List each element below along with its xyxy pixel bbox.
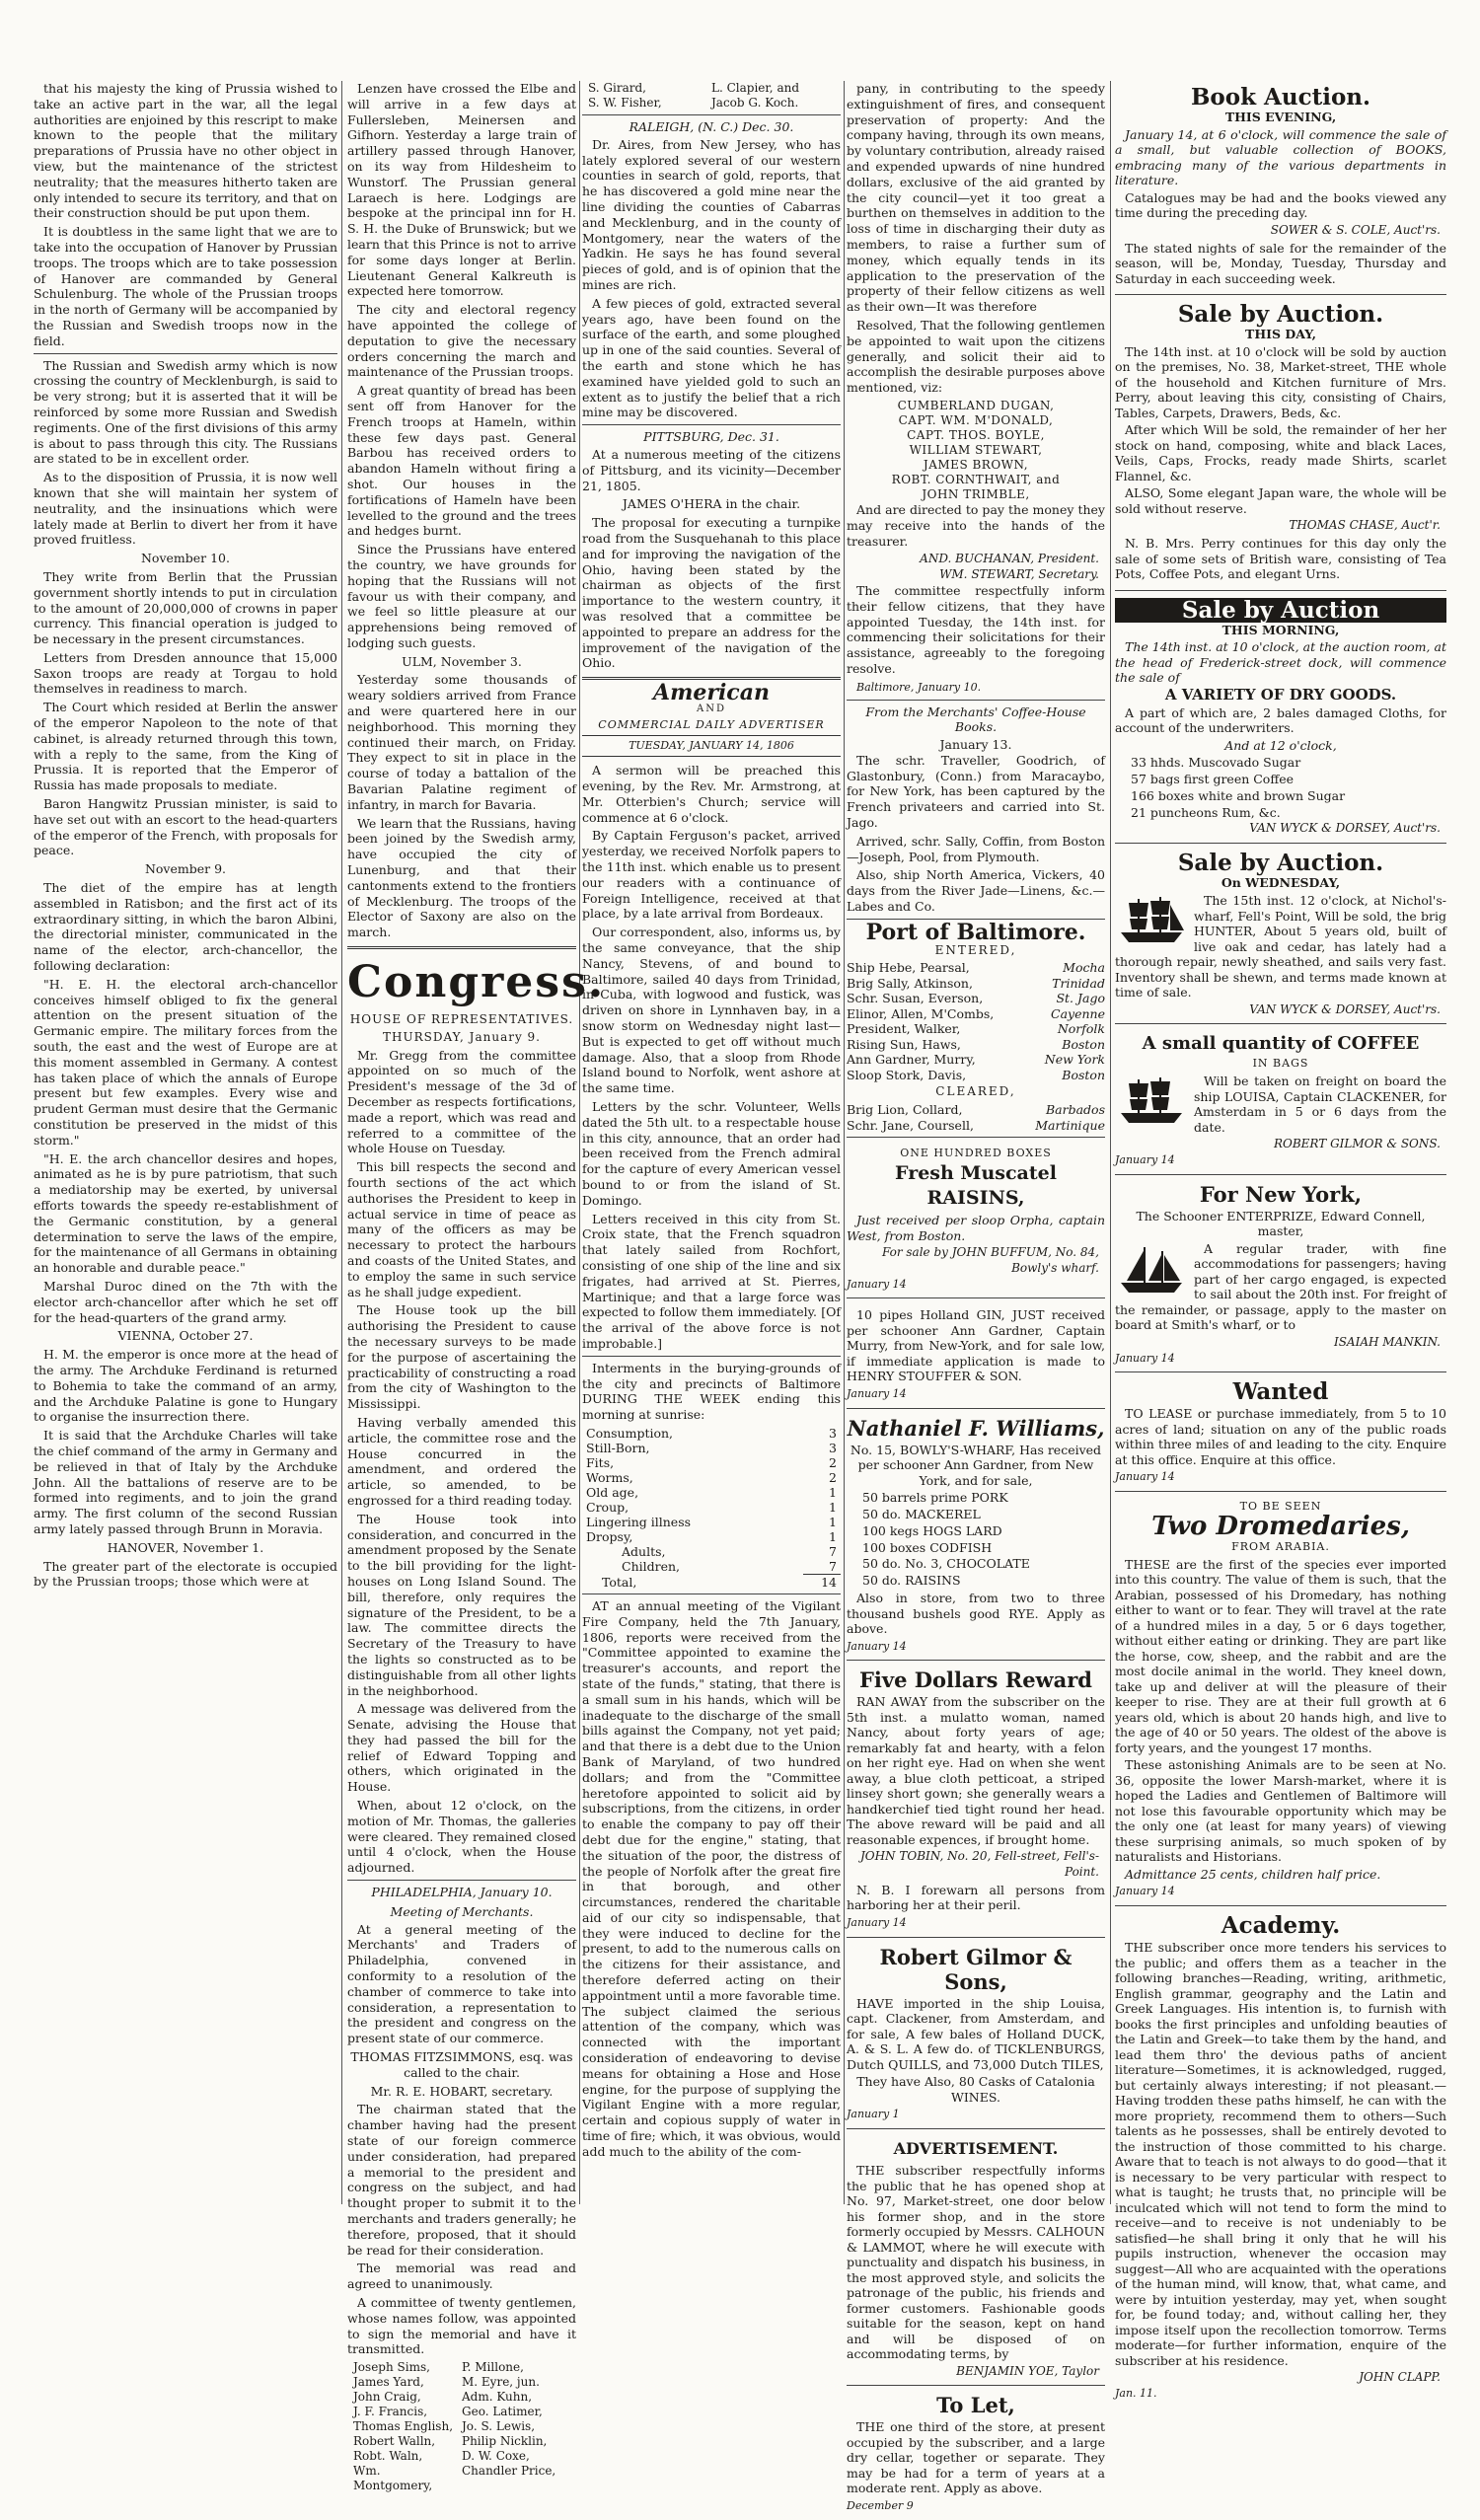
- paragraph: And are directed to pay the money they may receive into the hands of the treasurer.: [847, 501, 1105, 549]
- ad-body: A part of which are, 2 bales damaged Cloths, for account of the underwriters.: [1115, 704, 1446, 736]
- ad-subtitle: THIS MORNING,: [1221, 622, 1340, 637]
- column-advertisements: [1115, 81, 1446, 2400]
- table-cell: 1: [829, 1514, 837, 1529]
- paragraph: The Russian and Swedish army which is now crossing the country of Mecklenburgh, is said to be very strong; but it is asserted that it will be reinforced by some more Russian and Swedish regiments. One of the first divisions of this army is about to pass through this city. The Russians are stated to be in excellent order.: [34, 357, 337, 467]
- table-row: [847, 1006, 1105, 1022]
- paragraph: Letters from Dresden announce that 15,000 Saxon troops are ready at Torgau to hold themselves in readiness to march.: [34, 649, 337, 697]
- ad-subtitle: IN BAGS: [1252, 1057, 1309, 1071]
- ad-body: RAN AWAY from the subscriber on the 5th inst. a mulatto woman, named Nancy, about forty years of age; remarkably fat and hearty, with a felon on her right eye. Had on when she went away, a blue cloth petticoat, a striped linsey short gown; she generally wears a handkerchief tied tight round her head. The above reward will be paid and all reasonable expences, if brought home.: [847, 1694, 1105, 1847]
- ad-note: N. B. Mrs. Perry continues for this day only the sale of some sets of British ware, consisting of Tea Pots, Coffee Pots, and elegant Urns.: [1115, 536, 1446, 582]
- ad-body: THE subscriber respectfully informs the public that he has opened shop at No. 97, Market-street, one door below his former shop, and in the store formerly occupied by Messrs. CALHOUN & LAMMOT, where he will execute with punctuality and dispatch his business, in the most approved style, and solicits the patronage of the public, his friends and former customers. Fashionable goods suitable for the season, kept on hand and will be disposed of on accommodating terms, by: [847, 2163, 1105, 2361]
- paragraph: This bill respects the second and fourth sections of the act which authorises the President to keep in actual service in time of peace as many of the officers as may be necessary to protect the harbours and coasts of the United States, and to employ the same in such service as he shall judge expedient.: [347, 1159, 576, 1299]
- ad-body: TO LEASE or purchase immediately, from 5 to 10 acres of land; situation on any of the public roads within three miles of and leading to the city. Enquire at this office. Enquire at this office.: [1115, 1406, 1446, 1467]
- list-item: 50 do. No. 3, CHOCOLATE: [862, 1556, 1030, 1572]
- paragraph: When, about 12 o'clock, on the motion of Mr. Thomas, the galleries were cleared. They remained closed until 4 o'clock, when the House adjourned.: [347, 1798, 576, 1876]
- paragraph: Interments in the burying-grounds of the city and precincts of Baltimore DURING THE WEEK ending this morning at sunrise:: [582, 1360, 841, 1423]
- column-divider: [844, 81, 845, 2204]
- ad-date: Jan. 11.: [1115, 2386, 1157, 2400]
- dateline: RALEIGH, (N. C.) Dec. 30.: [629, 119, 794, 134]
- table-cell: Worms,: [586, 1469, 633, 1485]
- list-item: 166 boxes white and brown Sugar: [1131, 787, 1346, 803]
- table-row: [582, 1559, 841, 1575]
- to-let-ad: [847, 2389, 1105, 2519]
- signature: SOWER & S. COLE, Auct'rs.: [1270, 222, 1441, 237]
- house-date: THURSDAY, January 9.: [383, 1029, 541, 1044]
- paragraph: Letters by the schr. Volunteer, Wells dated the 5th ult. to a respectable house in this city, announce, that an order had been received from the French admiral for the capture of every American vessel bound to or from the island of St. Domingo.: [582, 1099, 841, 1208]
- ad-subtitle: Just received per sloop Orpha, captain West, from Boston.: [847, 1213, 1105, 1243]
- paragraph: The greater part of the electorate is occupied by the Prussian troops; those which were at: [34, 1558, 337, 1590]
- table-cell: 7: [829, 1543, 837, 1559]
- list-item: ROBT. CORNTHWAIT, and: [891, 472, 1061, 486]
- yoe-ad: [847, 2132, 1105, 2386]
- ad-title: Book Auction.: [1190, 84, 1371, 111]
- dateline: PHILADELPHIA, January 10.: [371, 1885, 553, 1900]
- list-item: CUMBERLAND DUGAN,: [897, 398, 1055, 412]
- table-cell: President, Walker,: [847, 1021, 961, 1037]
- table-cell: Barbados: [1045, 1102, 1105, 1118]
- ad-subtitle: THIS DAY,: [1245, 327, 1316, 342]
- table-row: [582, 1441, 841, 1455]
- list-item: Chandler Price,: [462, 2464, 556, 2479]
- table-cell: Ann Gardner, Murry,: [847, 1052, 976, 1068]
- list-item: P. Millone,: [462, 2360, 524, 2375]
- ad-note: They have Also, 80 Casks of Catalonia WINES.: [856, 2074, 1095, 2105]
- divider: [582, 114, 841, 115]
- list-item: J. F. Francis,: [353, 2405, 428, 2419]
- list-item: S. W. Fisher,: [588, 96, 662, 110]
- paragraph: The proposal for executing a turnpike road from the Susquehanah to this place and for improving the navigation of the Ohio, having been stated by the chairman as objects of the first importance to the western country, it was resolved that a committee be appointed to prepare an address for the improvement of the navigation of the Ohio.: [582, 515, 841, 671]
- ad-subtitle: The Schooner ENTERPRIZE, Edward Connell, master,: [1136, 1208, 1426, 1239]
- ad-date: January 1: [847, 2108, 900, 2121]
- divider: [847, 1137, 1105, 1138]
- signature: BENJAMIN YOE, Taylor: [956, 2363, 1099, 2378]
- cleared-heading: CLEARED,: [935, 1084, 1016, 1099]
- gin-ad: [847, 1301, 1105, 1408]
- paragraph: The schr. Traveller, Goodrich, of Glastonbury, (Conn.) from Maracaybo, for New York, has been captured by the French privateers and carried into St. Jago.: [847, 752, 1105, 831]
- list-item: Philip Nicklin,: [462, 2434, 548, 2449]
- paragraph: Since the Prussians have entered the country, we have grounds for hoping that the Russians will not favour us with their company, and we feel so little pleasure at our apprehensions being removed of lodging such guests.: [347, 542, 576, 650]
- paragraph: Marshal Duroc dined on the 7th with the elector arch-chancellor after which he set off for the head-quarters of the grand army.: [34, 1278, 337, 1325]
- masthead: [582, 680, 841, 757]
- table-row: [847, 991, 1105, 1006]
- ad-kicker: ONE HUNDRED BOXES: [900, 1147, 1052, 1160]
- academy-ad: [1115, 1909, 1446, 2408]
- masthead-title: American: [653, 680, 770, 706]
- ad-body: 10 pipes Holland GIN, JUST received per schooner Ann Gardner, Captain Murry, from New-York, and for sale low, if immediate application is made to HENRY STOUFFER & SON.: [847, 1307, 1105, 1384]
- paragraph: "H. E. the arch chancellor desires and hopes, animated as he is by pure patriotism, that such a mediatorship may be exerted, by universal efforts towards the speedy re-establishment of the Germanic constitution, by a general determination to serve the laws of the empire, for the maintenance of all Germans in obtaining an honorable and durable peace.": [34, 1150, 337, 1276]
- gilmor-ad: [847, 1941, 1105, 2129]
- dateline: January 13.: [939, 737, 1012, 753]
- list-item: Robert Walln,: [353, 2434, 436, 2449]
- brig-auction-ad: [1115, 847, 1446, 1024]
- table-cell: Old age,: [586, 1484, 639, 1500]
- list-item: Robt. Waln,: [353, 2449, 423, 2464]
- ad-title: To Let,: [936, 2393, 1015, 2418]
- ad-subtitle: FROM ARABIA.: [1231, 1539, 1330, 1553]
- ad-headline: A VARIETY OF DRY GOODS.: [1164, 685, 1397, 704]
- paragraph: Baron Hangwitz Prussian minister, is said to have set out with an escort to the head-quarters of the emperor of the French, with proposals for peace.: [34, 796, 337, 858]
- ad-body: The 14th inst. at 10 o'clock will be sold by auction on the premises, No. 38, Market-street, THE whole of the household and Kitchen furniture of Mrs. Perry, about leaving this city, consisting of Chairs, Tables, Carpets, Drawers, Beds, &c.: [1115, 343, 1446, 420]
- ad-body: Will be taken on freight on board the ship LOUISA, Captain CLACKENER, for Amsterdam in 5 or 6 days from the date.: [1194, 1074, 1446, 1135]
- table-row: [582, 1544, 841, 1559]
- ad-title: Robert Gilmor & Sons,: [879, 1944, 1073, 1994]
- ad-body: After which Will be sold, the remainder of her her stock on hand, composing, white and black Laces, Veils, Caps, Frocks, ready made Shirts, scarlet Flannel, &c.: [1115, 422, 1446, 483]
- sale-auction-ad: [1115, 298, 1446, 591]
- table-row: [847, 1021, 1105, 1037]
- column-divider: [341, 81, 342, 2204]
- table-row: [847, 1037, 1105, 1053]
- table-cell: 1: [829, 1484, 837, 1500]
- reward-ad: [847, 1664, 1105, 1937]
- list-item: JAMES BROWN,: [923, 457, 1029, 472]
- table-cell: Boston: [1062, 1036, 1105, 1052]
- table-cell: Sloop Stork, Davis,: [847, 1067, 967, 1082]
- ad-date: January 14: [847, 1386, 907, 1400]
- williams-ad: [847, 1412, 1105, 1662]
- list-item: S. Girard,: [588, 81, 646, 95]
- table-row: [847, 960, 1105, 976]
- table-cell: Norfolk: [1057, 1021, 1105, 1037]
- column-divider: [579, 81, 580, 2204]
- paragraph: The committee respectfully inform their fellow citizens, that they have appointed Tuesday, the 14th inst. for commencing their solicitations for their assistance, agreeably to the foregoing resolve.: [847, 582, 1105, 676]
- ad-note: N. B. I forewarn all persons from harboring her at their peril.: [847, 1882, 1105, 1913]
- divider: [847, 700, 1105, 701]
- paragraph: Having verbally amended this article, the committee rose and the House concurred in the amendment, and ordered the article, so amended, to be engrossed for a third reading today.: [347, 1414, 576, 1508]
- list-item: Adm. Kuhn,: [462, 2390, 533, 2405]
- table-cell: Fits,: [586, 1454, 615, 1470]
- table-cell: Martinique: [1035, 1117, 1105, 1133]
- divider: [347, 946, 576, 949]
- ship-icon: [1115, 893, 1188, 946]
- table-row: [847, 1052, 1105, 1068]
- wanted-ad: [1115, 1375, 1446, 1492]
- dateline: November 9.: [144, 861, 227, 877]
- signature: WM. STEWART, Secretary.: [939, 567, 1099, 582]
- table-cell: Cayenne: [1051, 1005, 1105, 1021]
- column-domestic-news: [582, 81, 841, 2204]
- table-cell: Ship Hebe, Pearsal,: [847, 960, 970, 976]
- list-item: Jo. S. Lewis,: [462, 2419, 536, 2434]
- paragraph: "H. E. H. the electoral arch-chancellor conceives himself obliged to fix the general attention on the present situation of the Germanic empire. The military forces from the south, the east and the west of Europe are at this moment assembled in Germany. A contest has taken place of which the annals of Europe present but few examples. Every wise and prudent German must desire that the Germanic constitution be preserved in the midst of this storm.": [34, 976, 337, 1148]
- paragraph: A committee of twenty gentlemen, whose names follow, was appointed to sign the memorial and have it transmitted.: [347, 2294, 576, 2357]
- table-cell: St. Jago: [1056, 991, 1105, 1006]
- subheading: From the Merchants' Coffee-House Books.: [865, 704, 1086, 735]
- ad-body: THESE are the first of the species ever imported into this country. The value of them is such, that the Arabian, possessed of his Dromedary, has nothing either to want or to fear. They will travel at the rate of a hundred miles in a day, 5 or 6 days together, without either eating or drinking. They are part like the horse, cow, sheep, and the rabbit and are the most docile animal in the world. They kneel down, take up and deliver at will the pleasure of their keeper to rise. They are at their full growth at 6 years old, which is about 20 hands high, and live to the age of 40 or 50 years. The oldest of the above is forty years, and the youngest 17 months.: [1115, 1556, 1446, 1755]
- table-row: [847, 1068, 1105, 1083]
- signature: JOHN TOBIN, No. 20, Fell-street, Fell's-Point.: [859, 1849, 1099, 1880]
- ad-title: Five Dollars Reward: [859, 1668, 1092, 1693]
- paragraph: It is doubtless in the same light that we are to take into the occupation of Hanover by Prussian troops. The troops which are to take possession of Hanover are commanded by General Schulenburg. The whole of the Prussian troops in the north of Germany will be accompanied by the Russian and Swedish troops now in the field.: [34, 224, 337, 348]
- signature: THOMAS CHASE, Auct'r.: [1289, 518, 1441, 533]
- signature: AND. BUCHANAN, President.: [920, 552, 1099, 566]
- paragraph: Arrived, schr. Sally, Coffin, from Boston—Joseph, Pool, from Plymouth.: [847, 833, 1105, 864]
- house-heading: HOUSE OF REPRESENTATIVES.: [349, 1012, 574, 1027]
- table-cell: Schr. Jane, Coursell,: [847, 1117, 974, 1133]
- list-item: WILLIAM STEWART,: [909, 442, 1043, 457]
- column-commerce: [847, 81, 1106, 2512]
- ad-body: And at 12 o'clock,: [1224, 737, 1337, 753]
- paragraph: Yesterday some thousands of weary soldiers arrived from France and were quartered here in our neighborhood. This morning they continued their march, on Friday. They expect to sit in place in the course of today a battalion of the Bavarian Palatine regiment of infantry, in march for Bavaria.: [347, 672, 576, 812]
- list-item: Jacob G. Koch.: [711, 96, 799, 110]
- ad-title: A small quantity of COFFEE: [1142, 1033, 1420, 1055]
- date-line: Baltimore, January 10.: [856, 680, 982, 694]
- signer-list: [582, 81, 841, 111]
- list-item: 100 kegs HOGS LARD: [862, 1522, 1002, 1538]
- paragraph: AT an annual meeting of the Vigilant Fire Company, held the 7th January, 1806, reports were received from the "Committee appointed to examine the treasurer's accounts, and report the state of the funds," stating, that there is a small sum in his hands, which will be inadequate to the discharge of the small bills against the Company, not yet paid; and that there is a debt due to the Union Bank of Maryland, of two hundred dollars; and from the "Committee heretofore appointed to solicit aid by subscriptions, from the citizens, in order to enable the company to pay off their debt due for the engine," stating, that the situation of the poor, the distress of the people of Norfolk after the great fire in that borough, and other circumstances, rendered the charitable aid of our city so indispensable, that they were induced to decline for the present, to add to the numerous calls on the citizens for their assistance, and therefore deferred acting on their appointment until a more favorable time. The subject claimed the serious attention of the company, which was connected with the important consideration of endeavoring to devise means for obtaining a Hose and Hose engine, for the purpose of supplying the Vigilant Engine with a more regular, certain and copious supply of water in time of fire; which, it was obvious, would add much to the ability of the com-: [582, 1597, 841, 2159]
- dry-goods-auction-ad: [1115, 594, 1446, 845]
- list-item: 33 hhds. Muscovado Sugar: [1131, 755, 1301, 771]
- ad-body: A regular trader, with fine accommodations for passengers; having part of her cargo engaged, is expected to sail about the 20th inst. For freight of the remainder, or passage, apply to the master on board at Smith's wharf, or to: [1115, 1240, 1446, 1333]
- list-item: Joseph Sims,: [353, 2360, 430, 2375]
- table-cell: 3: [829, 1440, 837, 1455]
- paragraph: The chairman stated that the chamber having had the present state of our foreign commerce under consideration, had prepared a memorial to the president and congress on the subject, and had thought proper to submit it to the merchants and traders generally; he therefore, proposed, that it should be read for their consideration.: [347, 2102, 576, 2258]
- signature: ROBERT GILMOR & SONS.: [1273, 1137, 1441, 1151]
- list-item: D. W. Coxe,: [462, 2449, 530, 2464]
- table-cell: Brig Sally, Atkinson,: [847, 975, 973, 991]
- table-cell: Mocha: [1063, 960, 1105, 976]
- table-cell: Brig Lion, Collard,: [847, 1102, 963, 1118]
- ad-title: Fresh Muscatel RAISINS,: [895, 1162, 1057, 1210]
- paragraph: At a numerous meeting of the citizens of Pittsburg, and its vicinity—December 21, 1805.: [582, 446, 841, 493]
- paragraph: The House took into consideration, and concurred in the amendment proposed by the Senate to the bill providing for the light-houses on Long Island Sound. The bill, therefore, only requires the signature of the President, to be a law. The committee directs the Secretary of the Treasury to have the lights so constructed as to be distinguishable from all other lights in the neighborhood.: [347, 1511, 576, 1698]
- table-cell: 7: [829, 1558, 837, 1574]
- table-row: [847, 1102, 1105, 1118]
- paragraph: Letters received in this city from St. Croix state, that the French squadron that lately sailed from Rochfort, consisting of one ship of the line and six frigates, had arrived at St. Pierres, Martinique; and that a large force was expected to follow them immediately. [Of the arrival of the above force is not improbable.]: [582, 1211, 841, 1351]
- ad-subtitle: THIS EVENING,: [1224, 110, 1337, 124]
- list-item: Wm. Montgomery,: [353, 2464, 433, 2493]
- entered-heading: ENTERED,: [934, 942, 1017, 957]
- signature: JOHN CLAPP.: [1359, 2370, 1441, 2385]
- list-item: 50 do. MACKEREL: [862, 1507, 981, 1522]
- table-cell: Lingering illness: [586, 1514, 692, 1529]
- ad-body: ALSO, Some elegant Japan ware, the whole will be sold without reserve.: [1115, 485, 1446, 516]
- list-item: 21 puncheons Rum, &c.: [1131, 804, 1281, 820]
- ad-kicker: TO BE SEEN: [1239, 1500, 1322, 1514]
- ad-body: The 14th inst. at 10 o'clock, at the auction room, at the head of Frederick-street dock, will commence the sale of: [1115, 639, 1446, 686]
- ad-date: January 14: [1115, 1152, 1175, 1166]
- masthead-and: AND: [697, 703, 726, 714]
- signature: VAN WYCK & DORSEY, Auct'rs.: [1249, 1001, 1441, 1016]
- dateline: VIENNA, October 27.: [117, 1328, 254, 1344]
- paragraph: JAMES O'HERA in the chair.: [622, 496, 801, 512]
- paragraph: that his majesty the king of Prussia wished to take an active part in the war, all the legal authorities are enjoined by this rescript to make known to the people that the military preparations of Prussia have no other object in view, but the maintenance of the strictest neutrality; that the measures hitherto taken are only intended to secure its territory, and that on their construction should be put upon them.: [34, 81, 337, 221]
- new-york-ad: [1115, 1178, 1446, 1373]
- ad-title: For New York,: [1199, 1181, 1363, 1207]
- paragraph: As to the disposition of Prussia, it is now well known that she will maintain her system of neutrality, and the insinuations which were lately made at Berlin to divert her from it have proved fruitless.: [34, 470, 337, 548]
- ad-note: Admittance 25 cents, children half price.: [1125, 1866, 1381, 1882]
- paragraph: A sermon will be preached this evening, by the Rev. Mr. Armstrong, at Mr. Otterbien's Church; service will commence at 6 o'clock.: [582, 763, 841, 825]
- list-item: Thomas English,: [353, 2419, 454, 2434]
- table-cell: 1: [829, 1528, 837, 1544]
- list-item: 50 barrels prime PORK: [862, 1490, 1008, 1506]
- table-cell: Schr. Susan, Everson,: [847, 991, 984, 1006]
- name-list: [847, 399, 1105, 502]
- table-cell: 1: [829, 1499, 837, 1515]
- table-row: [582, 1500, 841, 1515]
- entered-table: [847, 960, 1105, 1082]
- list-item: John Craig,: [353, 2390, 421, 2405]
- paragraph: By Captain Ferguson's packet, arrived yesterday, we received Norfolk papers to the 11th inst. which enable us to present our readers with a continuance of Foreign Intelligence, received at that place, by a late arrival from Bordeaux.: [582, 828, 841, 922]
- coffee-freight-ad: [1115, 1027, 1446, 1174]
- ship-icon: [1115, 1243, 1188, 1297]
- ad-title: Sale by Auction.: [1177, 850, 1384, 877]
- paragraph: Lenzen have crossed the Elbe and will arrive in a few days at Fullersleben, Meinersen and Gifhorn. Yesterday a large train of artillery passed through Hanover, on its way from Hildesheim to Wunstorf. The Prussian general Laraech is here. Lodgings are bespoke at the principal inn for H. S. H. the Duke of Brunswick; but we learn that this Prince is not to arrive for some days longer at Berlin. Lieutenant General Kalkreuth is expected here tomorrow.: [347, 81, 576, 299]
- table-row: [582, 1426, 841, 1441]
- ship-icon: [1115, 1074, 1188, 1127]
- list-item: CAPT. WM. M'DONALD,: [898, 412, 1054, 427]
- ad-title: Wanted: [1232, 1378, 1329, 1406]
- ad-body: For sale by JOHN BUFFUM, No. 84, Bowly's wharf.: [881, 1245, 1099, 1275]
- ad-body: Catalogues may be had and the books viewed any time during the preceding day.: [1115, 189, 1446, 221]
- paragraph: Also, ship North America, Vickers, 40 days from the River Jade—Linens, &c.—Labes and Co.: [847, 867, 1105, 915]
- table-row: [582, 1455, 841, 1470]
- paragraph: A few pieces of gold, extracted several years ago, have been found on the surface of the earth, and some ploughed up in one of the said counties. Several of the earth and stone which he has examined have yielded gold to such an extent as to justify the belief that a rich mine may be discovered.: [582, 295, 841, 420]
- ad-body: THE one third of the store, at present occupied by the subscriber, and a large dry cellar, together or separate. They may be had for a term of years at a moderate rent. Apply as above.: [847, 2419, 1105, 2496]
- table-cell: Children,: [622, 1559, 681, 1575]
- ad-date: January 14: [1115, 1885, 1175, 1898]
- table-cell: 3: [829, 1425, 837, 1441]
- table-row: [847, 1118, 1105, 1134]
- paragraph: At a general meeting of the Merchants' and Traders of Philadelphia, convened in conformity to a resolution of the chamber of commerce to take into consideration, a representation to the president and congress on the present state of our commerce.: [347, 1921, 576, 2046]
- column-divider: [1110, 81, 1111, 2204]
- table-cell: Rising Sun, Haws,: [847, 1036, 961, 1052]
- ad-date: January 14: [1115, 1470, 1175, 1484]
- paragraph: Mr. Gregg from the committee appointed on so much of the President's message of the 3d of December as respects fortifications, made a report, which was read and referred to a committee of the whole House on Tuesday.: [347, 1047, 576, 1156]
- port-heading: Port of Baltimore.: [865, 919, 1086, 945]
- ad-title: Academy.: [1221, 1912, 1341, 1940]
- table-cell: Adults,: [622, 1543, 666, 1559]
- list-item: Geo. Latimer,: [462, 2405, 543, 2419]
- signature: ISAIAH MANKIN.: [1333, 1334, 1441, 1349]
- book-auction-ad: [1115, 81, 1446, 295]
- paragraph: We learn that the Russians, having been joined by the Swedish army, have occupied the city of Lunenburg, and that their cantonments extend to the frontiers of Mecklenburg. The troops of the Elector of Saxony are also on the march.: [347, 815, 576, 940]
- dateline: HANOVER, November 1.: [107, 1539, 264, 1555]
- paragraph: It is said that the Archduke Charles will take the chief command of the army in Germany and be relieved in that of Italy by the Archduke John. All the battalions of reserve are to be formed into regiments, and to join the grand army. The first column of the second Russian army lately passed through Brunn in Moravia.: [34, 1428, 337, 1536]
- table-row: [582, 1574, 841, 1590]
- paragraph: The diet of the empire has at length assembled in Ratisbon; and the first act of its extraordinary sitting, in which the baron Albini, the directorial minister, communicated in the name of the elector, arch-chancellor, the following declaration:: [34, 880, 337, 974]
- paragraph: The memorial was read and agreed to unanimously.: [347, 2261, 576, 2292]
- divider: [582, 424, 841, 425]
- table-cell: Croup,: [586, 1499, 629, 1515]
- ad-body: HAVE imported in the ship Louisa, capt. Clackener, from Amsterdam, and for sale, A few bales of Holland DUCK, A. & S. L. A few do. of TICKLENBURGS, Dutch QUILLS, and 73,000 Dutch TILES,: [847, 1995, 1105, 2072]
- table-row: [582, 1515, 841, 1529]
- dateline: November 10.: [140, 551, 230, 566]
- ad-subtitle: No. 15, BOWLY'S-WHARF, Has received per schooner Ann Gardner, from New York, and for sale,: [850, 1442, 1102, 1488]
- ad-body: These astonishing Animals are to be seen at No. 36, opposite the lower Marsh-market, where it is hoped the Ladies and Gentlemen of Baltimore will not lose this favourable opportunity which may be the only one (at least for many years) of viewing these surprising animals, so much spoken of by naturalists and Historians.: [1115, 1757, 1446, 1865]
- paragraph: Resolved, That the following gentlemen be appointed to wait upon the citizens generally, and solicit their aid to accomplish the desirable purposes above mentioned, viz:: [847, 317, 1106, 396]
- table-row: [582, 1485, 841, 1500]
- ad-title: Sale by Auction: [1115, 598, 1446, 623]
- interments-table: [582, 1426, 841, 1590]
- table-cell: 2: [829, 1454, 837, 1470]
- ad-body: THE subscriber once more tenders his services to the public; and offers them as a teacher in the following branches—Reading, writing, arithmetic, English grammar, geography and the Latin and Greek Languages. His intention is, to furnish with books the first principles and unfolding beauties of the Latin and Greek—to take them by the hand, and lead them thro' the devious paths of ancient literature—Sometimes, it is acknowledged, rugged, but certainly always interesting; if not pleasant.—Having trodden these paths himself, he can with the more propriety, recommend them to others—Such talents as he possesses, shall be entirely devoted to the instruction of those committed to his charge. Aware that to teach is not always to do good—that it is necessary to be very particular with respect to what is taught; he trusts that, no principle will be inculcated which will not tend to form the mind to receive—and to receive is not undeniably to be satisfied—he shall bring it only that he will his pupils instruction, whenever the occasion may suggest—All who are acquainted with the operations of the human mind, will know, that, what came, and were by intuition yesterday, may yet, when sought for, be found today; and, without calling her, they impose itself upon the recollection tomorrow. Terms moderate—for further information, enquire of the subscriber at his residence.: [1115, 1940, 1446, 2368]
- list-item: M. Eyre, jun.: [462, 2375, 540, 2390]
- dateline: ULM, November 3.: [402, 653, 522, 669]
- ad-body: January 14, at 6 o'clock, will commence the sale of a small, but valuable collection of BOOKS, embracing many of the various departments in literature.: [1115, 126, 1446, 188]
- ad-date: January 14: [847, 1277, 907, 1291]
- paragraph: They write from Berlin that the Prussian government shortly intends to put in circulation to the amount of 20,000,000 of crowns in paper currency. This financial operation is judged to be necessary in the present circumstances.: [34, 568, 337, 647]
- paragraph: Dr. Aires, from New Jersey, who has lately explored several of our western counties in search of gold, reports, that he has discovered a gold mine near the line dividing the counties of Cabarras and Mecklenburg, and in the county of Montgomery, near the waters of the Yadkin. He says he has found several pieces of gold, and is of opinion that the mines are rich.: [582, 136, 841, 292]
- table-cell: Consumption,: [586, 1425, 674, 1441]
- ad-body: The 15th inst. 12 o'clock, at Nichol's-wharf, Fell's Point, Will be sold, the brig HUNTER, About 5 years old, built of live oak and cedar, has lately had a thorough repair, newly sheathed, and sails very fast. Inventory shall be shewn, and terms made known at time of sale.: [1115, 893, 1446, 1001]
- paragraph: A message was delivered from the Senate, advising the House that they had passed the bill for the relief of Edward Topping and others, which originated in the House.: [347, 1701, 576, 1795]
- table-row: [582, 1529, 841, 1544]
- table-cell: New York: [1044, 1052, 1105, 1068]
- cleared-table: [847, 1102, 1105, 1133]
- dromedaries-ad: [1115, 1495, 1446, 1906]
- paragraph: The city and electoral regency have appointed the college of deputation to give the necessary orders concerning the march and maintenance of the Prussian troops.: [347, 302, 576, 380]
- table-cell: Dropsy,: [586, 1528, 633, 1544]
- paragraph: pany, in contributing to the speedy extinguishment of fires, and consequent preservation of property: And the company having, through its own means, by voluntary contribution, already raised and expended upwards of nine hundred dollars, exclusive of the aid granted by the city council—yet it too great a burthen on themselves in addition to the loss of time in discharging their duty as members, to raise a further sum of money, which equally tends in its application to the preservation of the property of their fellow citizens as well as their own—It was therefore: [847, 81, 1105, 315]
- committee-list: [347, 2360, 576, 2493]
- table-cell: Total,: [602, 1574, 637, 1590]
- table-cell: Trinidad: [1052, 975, 1105, 991]
- paragraph: THOMAS FITZSIMMONS, esq. was called to the chair.: [350, 2049, 573, 2080]
- list-item: James Yard,: [353, 2375, 424, 2390]
- ad-title: Sale by Auction.: [1177, 301, 1384, 329]
- raisins-ad: [847, 1142, 1105, 1298]
- masthead-date: TUESDAY, JANUARY 14, 1806: [582, 735, 841, 757]
- ad-title: Two Dromedaries,: [1151, 1511, 1410, 1541]
- ad-note: The stated nights of sale for the remainder of the season, will be, Monday, Tuesday, Thursday and Saturday in each succeeding week.: [1115, 240, 1446, 286]
- dateline: PITTSBURG, Dec. 31.: [643, 429, 779, 445]
- paragraph: A great quantity of bread has been sent off from Hanover for the French troops at Hameln, within these few days past. General Barbou has received orders to abandon Hameln without firing a shot. Our houses in the fortifications of Hameln have been levelled to the ground and the trees and hedges burnt.: [347, 383, 576, 539]
- paragraph: Our correspondent, also, informs us, by the same conveyance, that the ship Nancy, Stevens, of and bound to Baltimore, sailed 40 days from Trinidad, in Cuba, with logwood and fustick, was driven on shore in Lynnhaven bay, in a snow storm on Wednesday night last—But is expected to get off without much damage. Also, that a sloop from Rhode Island bound to Norfolk, went ashore at the same time.: [582, 925, 841, 1096]
- list-item: L. Clapier, and: [711, 81, 800, 95]
- divider: [582, 1356, 841, 1357]
- table-cell: 2: [829, 1469, 837, 1485]
- table-cell: Still-Born,: [586, 1440, 650, 1455]
- masthead-subtitle: COMMERCIAL DAILY ADVERTISER: [598, 717, 825, 731]
- paragraph: Mr. R. E. HOBART, secretary.: [370, 2083, 554, 2099]
- congress-heading: Congress.: [347, 957, 606, 1008]
- divider: [34, 353, 337, 354]
- subheading: Meeting of Merchants.: [390, 1903, 534, 1919]
- table-cell: Elinor, Allen, M'Combs,: [847, 1005, 995, 1021]
- list-item: CAPT. THOS. BOYLE,: [907, 427, 1045, 442]
- ad-date: January 14: [1115, 1351, 1175, 1365]
- paragraph: H. M. the emperor is once more at the head of the army. The Archduke Ferdinand is returned to Bohemia to take the command of an army, and the Archduke Palatine is gone to Hungary to organise the insurrection there.: [34, 1347, 337, 1425]
- paragraph: The Court which resided at Berlin the answer of the emperor Napoleon to the note of that cabinet, is already returned through this town, with a reply to the same, from the King of Prussia. It is reported that the Emperor of Russia has made proposals to mediate.: [34, 700, 337, 793]
- table-row: [847, 976, 1105, 992]
- ad-date: January 14: [847, 1915, 907, 1929]
- ad-subtitle: On WEDNESDAY,: [1221, 875, 1341, 891]
- ad-title: ADVERTISEMENT.: [893, 2139, 1059, 2158]
- signature: VAN WYCK & DORSEY, Auct'rs.: [1249, 821, 1441, 836]
- ad-body: Also in store, from two to three thousand bushels good RYE. Apply as above.: [847, 1591, 1105, 1637]
- paragraph: The House took up the bill authorising the President to cause the necessary surveys to be made for the purpose of ascertaining the practicability of constructing a road from the city of Washington to the Mississippi.: [347, 1302, 576, 1412]
- table-cell: Boston: [1062, 1067, 1105, 1082]
- list-item: 50 do. RAISINS: [862, 1573, 961, 1589]
- column-foreign-news: [34, 81, 337, 2204]
- divider: [347, 1880, 576, 1881]
- ad-title: Nathaniel F. Williams,: [847, 1415, 1105, 1441]
- table-cell: 14: [803, 1574, 841, 1590]
- ad-date: January 14: [847, 1639, 907, 1653]
- ad-date: December 9: [847, 2498, 914, 2512]
- table-row: [582, 1470, 841, 1485]
- list-item: 57 bags first green Coffee: [1131, 772, 1295, 787]
- list-item: 100 boxes CODFISH: [862, 1539, 993, 1555]
- list-item: JOHN TRIMBLE,: [922, 486, 1030, 501]
